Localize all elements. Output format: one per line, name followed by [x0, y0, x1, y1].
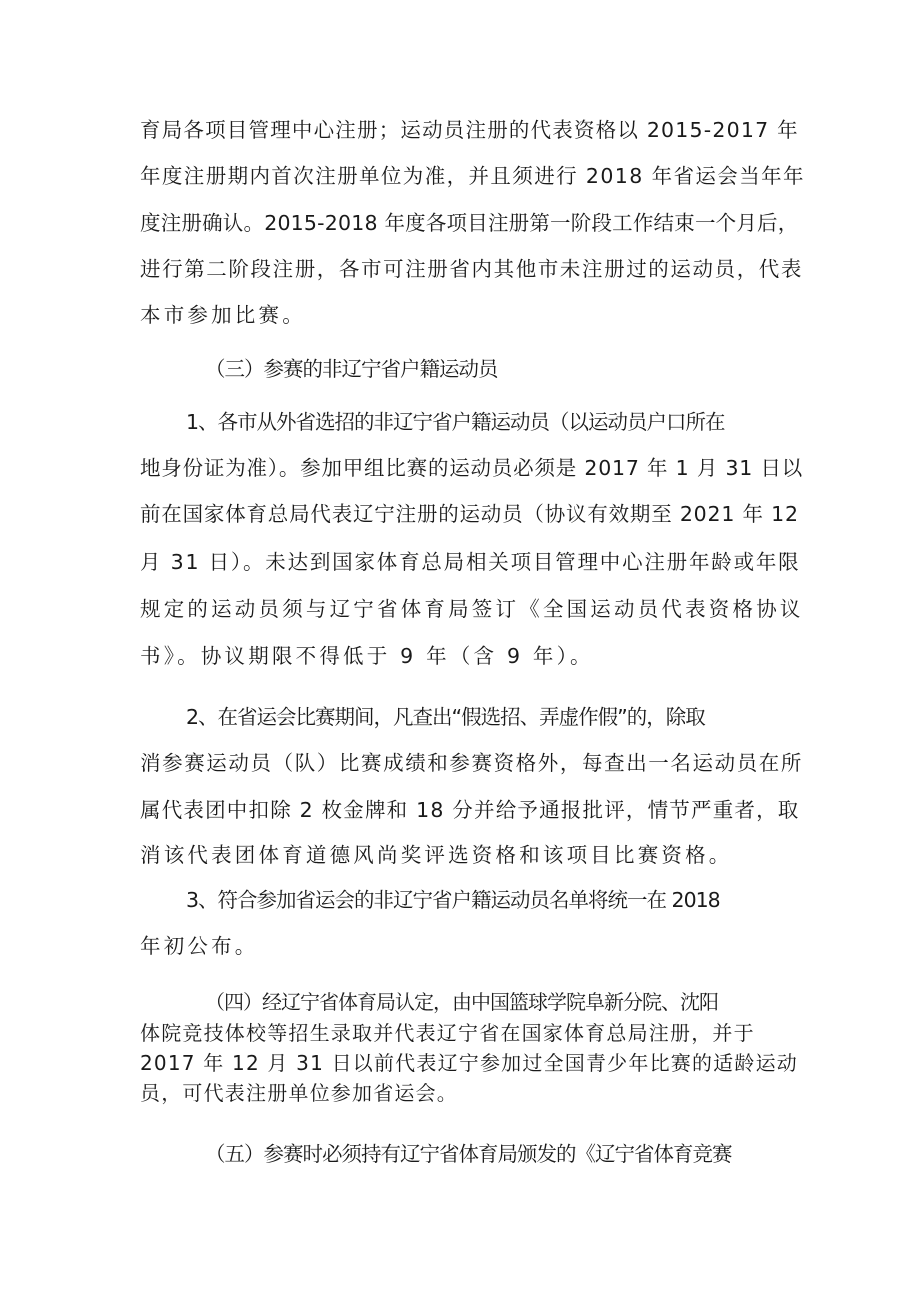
text-line: （四）经辽宁省体育局认定，由中国篮球学院阜新分院、沈阳 — [205, 990, 718, 1014]
text-line: 员，可代表注册单位参加省运会。 — [140, 1081, 458, 1105]
text-line: 3、符合参加省运会的非辽宁省户籍运动员名单将统一在 2018 — [186, 888, 720, 912]
section-heading: （三）参赛的非辽宁省户籍运动员 — [205, 357, 498, 381]
text-line: 度注册确认。2015-2018 年度各项目注册第一阶段工作结束一个月后， — [140, 211, 799, 235]
text-line: 2017 年 12 月 31 日以前代表辽宁参加过全国青少年比赛的适龄运动 — [140, 1051, 798, 1075]
text-line: 书》。协议期限不得低于 9 年（含 9 年）。 — [140, 644, 594, 668]
text-line: 进行第二阶段注册，各市可注册省内其他市未注册过的运动员，代表 — [140, 257, 803, 281]
text-line: 前在国家体育总局代表辽宁注册的运动员（协议有效期至 2021 年 12 — [140, 502, 799, 526]
text-line: 年初公布。 — [140, 934, 259, 958]
text-line: 年度注册期内首次注册单位为准，并且须进行 2018 年省运会当年年 — [140, 164, 805, 188]
text-line: 月 31 日）。未达到国家体育总局相关项目管理中心注册年龄或年限 — [140, 550, 801, 574]
text-line: 消该代表团体育道德风尚奖评选资格和该项目比赛资格。 — [140, 843, 733, 867]
text-line: 1、各市从外省选招的非辽宁省户籍运动员（以运动员户口所在 — [186, 410, 725, 434]
text-line: 2、在省运会比赛期间，凡查出“假选招、弄虚作假”的，除取 — [186, 705, 705, 729]
text-line: 育局各项目管理中心注册；运动员注册的代表资格以 2015-2017 年 — [140, 118, 799, 142]
text-line: 规定的运动员须与辽宁省体育局签订《全国运动员代表资格协议 — [140, 597, 804, 621]
text-line: 消参赛运动员（队）比赛成绩和参赛资格外，每查出一名运动员在所 — [140, 751, 803, 775]
text-line: （五）参赛时必须持有辽宁省体育局颁发的《辽宁省体育竞赛 — [205, 1142, 732, 1166]
text-line: 属代表团中扣除 2 枚金牌和 18 分并给予通报批评，情节严重者，取 — [140, 798, 800, 822]
text-line: 地身份证为准）。参加甲组比赛的运动员必须是 2017 年 1 月 31 日以 — [140, 456, 804, 480]
text-line: 体院竞技体校等招生录取并代表辽宁省在国家体育总局注册，并于 — [140, 1021, 755, 1045]
text-line: 本市参加比赛。 — [140, 303, 306, 327]
